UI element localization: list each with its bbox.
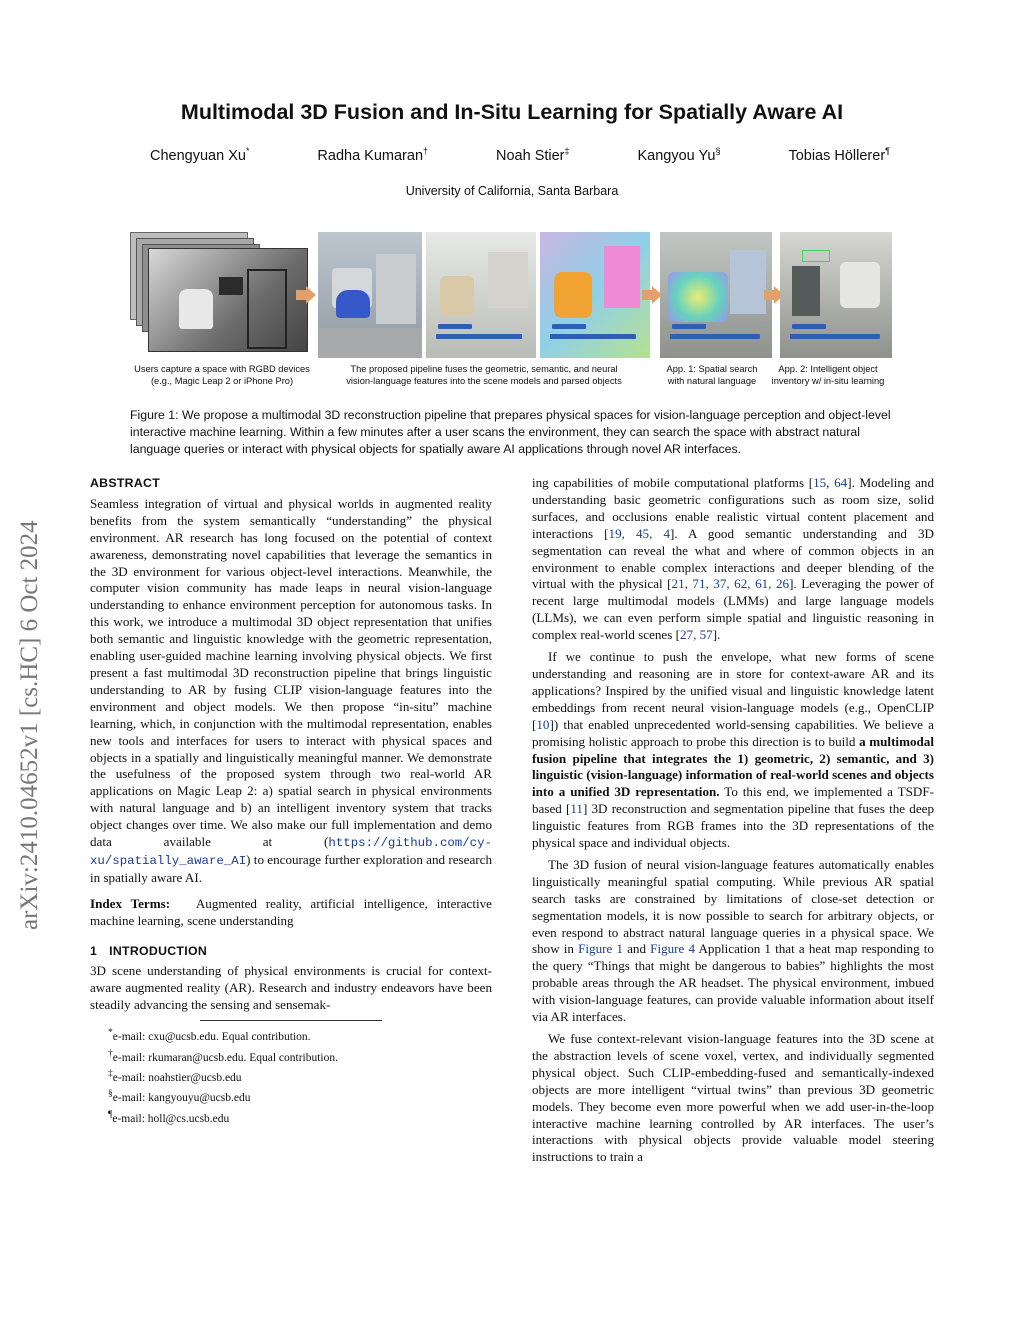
citation-link[interactable]: 11 <box>570 801 583 817</box>
body-paragraph: The 3D fusion of neural vision-language features automatically enables linguistically meaningful spatial computing. While previous AR spatial search tasks are constrained by limitations of close-set detection or segmentation models, it is now possible to search for arbitrary objects, or even respond to abstract natural language queries in a physical space. We show in Figure 1 and Figure 4 Application 1 that a heat map responding to the query “Things that might be dangerous to babies” highlights the most probable areas through the AR headset. The physical environment, imbued with vision-language features, can provide valuable information about itself via AR interfaces. <box>532 856 934 1025</box>
semantic-segmentation-image <box>540 232 650 358</box>
citation-link[interactable]: 15 <box>813 475 827 490</box>
footnote: *e-mail: cxu@ucsb.edu. Equal contribution. <box>108 1027 311 1044</box>
citation-link[interactable]: 27, 57 <box>679 627 713 643</box>
author: Chengyuan Xu* <box>150 146 250 164</box>
author: Tobias Höllerer¶ <box>788 146 890 164</box>
rgbd-frames-image <box>130 232 306 332</box>
figure-caption-pipeline: The proposed pipeline fuses the geometric, semantic, and neural vision-language features into the scene models and parsed objects <box>346 364 622 386</box>
citation-link[interactable]: 10 <box>536 716 550 732</box>
figure-caption-capture: Users capture a space with RGBD devices (e.g., Magic Leap 2 or iPhone Pro) <box>134 364 310 386</box>
citation-link[interactable]: 19, 45, 4 <box>608 525 671 541</box>
voxel-model-image <box>318 232 422 358</box>
figure-caption-app2: App. 2: Intelligent object inventory w/ in-situ learning <box>771 364 885 386</box>
body-paragraph: We fuse context-relevant vision-language features into the 3D scene at the abstraction levels of scene voxel, vertex, and individually segmented physical object. Such CLIP-embedding-fused and semantically-indexed objects are more intelligent “virtual twins” than previous 3D geometric models. They become even more powerful when we add user-in-the-loop interactive machine learning controlled by AR interfaces. The user’s interactions with physical objects provide valuable model steering instructions to train a <box>532 1031 934 1165</box>
repo-link[interactable]: https://github.com/cy-xu/spatially_aware_AI <box>90 836 492 868</box>
abstract-text: Seamless integration of virtual and physical worlds in augmented reality benefits from the system semantically “understanding” the physical environment. AR research has long focused on the potential of context awareness, demonstrating novel capabilities that leverage the semantics in the 3D environment for various object-level interactions. Meanwhile, the computer vision community has made leaps in neural vision-language understanding to enhance environment perception for autonomous tasks. In this work, we introduce a multimodal 3D object representation that unifies both semantic and linguistic knowledge with the geometric representation, enabling user-guided machine learning involving physical objects. We first present a fast multimodal 3D reconstruction pipeline that brings linguistic understanding to AR by fusing CLIP vision-language features into the environment and object models. We then propose “in-situ” machine learning, which, in conjunction with the multimodal representation, enables new tools and interfaces for users to interact with physical spaces and objects in a spatially and linguistically meaningful manner. We demonstrate the usefulness of the proposed system through two real-world AR applications on Magic Leap 2: a) spatial search in physical environments with natural language and b) an intelligent inventory system that tracks object changes over time. We also make our full implementation and demo data available at (https://github.com/cy-xu/spatially_aware_AI) to encourage further exploration and research in spatially aware AI. <box>90 495 492 885</box>
footnotes <box>90 1025 492 1127</box>
figure-caption-app1: App. 1: Spatial search with natural language <box>666 364 758 386</box>
paper-title: Multimodal 3D Fusion and In-Situ Learning for Spatially Aware AI <box>180 100 844 124</box>
author: Noah Stier‡ <box>496 146 570 164</box>
author-list <box>150 146 890 164</box>
index-terms: Index Terms: Augmented reality, artificial intelligence, interactive machine learning, scene understanding <box>90 895 492 928</box>
abstract-heading: ABSTRACT <box>90 476 161 490</box>
rgb-fused-image <box>426 232 536 358</box>
body-paragraph: ing capabilities of mobile computational platforms [15, 64]. Modeling and understanding basic geometric configurations such as room size, solid surfaces, and occlusions enable realistic virtual content placement and interactions [19, 45, 4]. A good semantic understanding and 3D segmentation can reveal the what and where of common objects in an environment to enable complex interactions and deeper blending of the virtual with the physical [21, 71, 37, 62, 61, 26]. Leveraging the power of recent large multimodal models (LMMs) and large language models (LLMs), we can even perform simple spatial and linguistic reasoning in complex real-world scenes [27, 57]. <box>532 475 935 643</box>
spatial-search-heatmap-image <box>660 232 772 358</box>
footnote: ¶e-mail: holl@cs.ucsb.edu <box>108 1108 230 1125</box>
figure-link[interactable]: Figure 1 <box>578 941 623 957</box>
citation-link[interactable]: 64 <box>834 475 848 490</box>
arrow-icon <box>306 286 316 304</box>
footnote-rule <box>200 1020 382 1021</box>
object-inventory-image <box>780 232 892 358</box>
figure-caption: Figure 1: We propose a multimodal 3D reconstruction pipeline that prepares physical spaces for vision-language perception and object-level interactive machine learning. Within a few minutes after a user scans the environment, they can search the space with abstract natural language queries or interact with physical objects for spatially aware AI applications through novel AR interfaces. <box>130 408 891 456</box>
footnote: ‡e-mail: noahstier@ucsb.edu <box>108 1067 242 1084</box>
footnote: §e-mail: kangyouyu@ucsb.edu <box>108 1088 251 1104</box>
footnote: †e-mail: rkumaran@ucsb.edu. Equal contribution. <box>108 1047 338 1064</box>
citation-link[interactable]: 21, 71, 37, 62, 61, 26 <box>671 576 790 592</box>
right-column <box>532 475 934 1166</box>
author: Kangyou Yu§ <box>637 146 721 164</box>
intro-paragraph: 3D scene understanding of physical environments is crucial for context-aware augmented reality (AR). Research and industry endeavors have been steadily advancing the sensing and sensemak- <box>90 963 492 1013</box>
arxiv-stamp: arXiv:2410.04652v1 [cs.HC] 6 Oct 2024 <box>16 520 43 930</box>
intro-heading: 1 INTRODUCTION <box>90 943 208 958</box>
affiliation: University of California, Santa Barbara <box>405 184 619 198</box>
author: Radha Kumaran† <box>317 146 429 164</box>
body-paragraph: If we continue to push the envelope, what new forms of scene understanding and reasoning are in store for context-aware AR and its applications? Inspired by the unified visual and linguistic knowledge latent embeddings from recent neural vision-language models (e.g., OpenCLIP [10]) that enabled unprecedented world-sensing capabilities. We believe a promising holistic approach to probe this direction is to build a multimodal fusion pipeline that integrates the 1) geometric, 2) semantic, and 3) linguistic (vision-language) information of real-world scenes and objects into a unified 3D representation. To this end, we implemented a TSDF-based [11] 3D reconstruction and segmentation pipeline that fuses the deep linguistic features from RGB frames into the 3D representations of the physical space and individual objects. <box>532 649 934 851</box>
figure-link[interactable]: Figure 4 <box>650 941 696 957</box>
left-column <box>90 475 492 1127</box>
